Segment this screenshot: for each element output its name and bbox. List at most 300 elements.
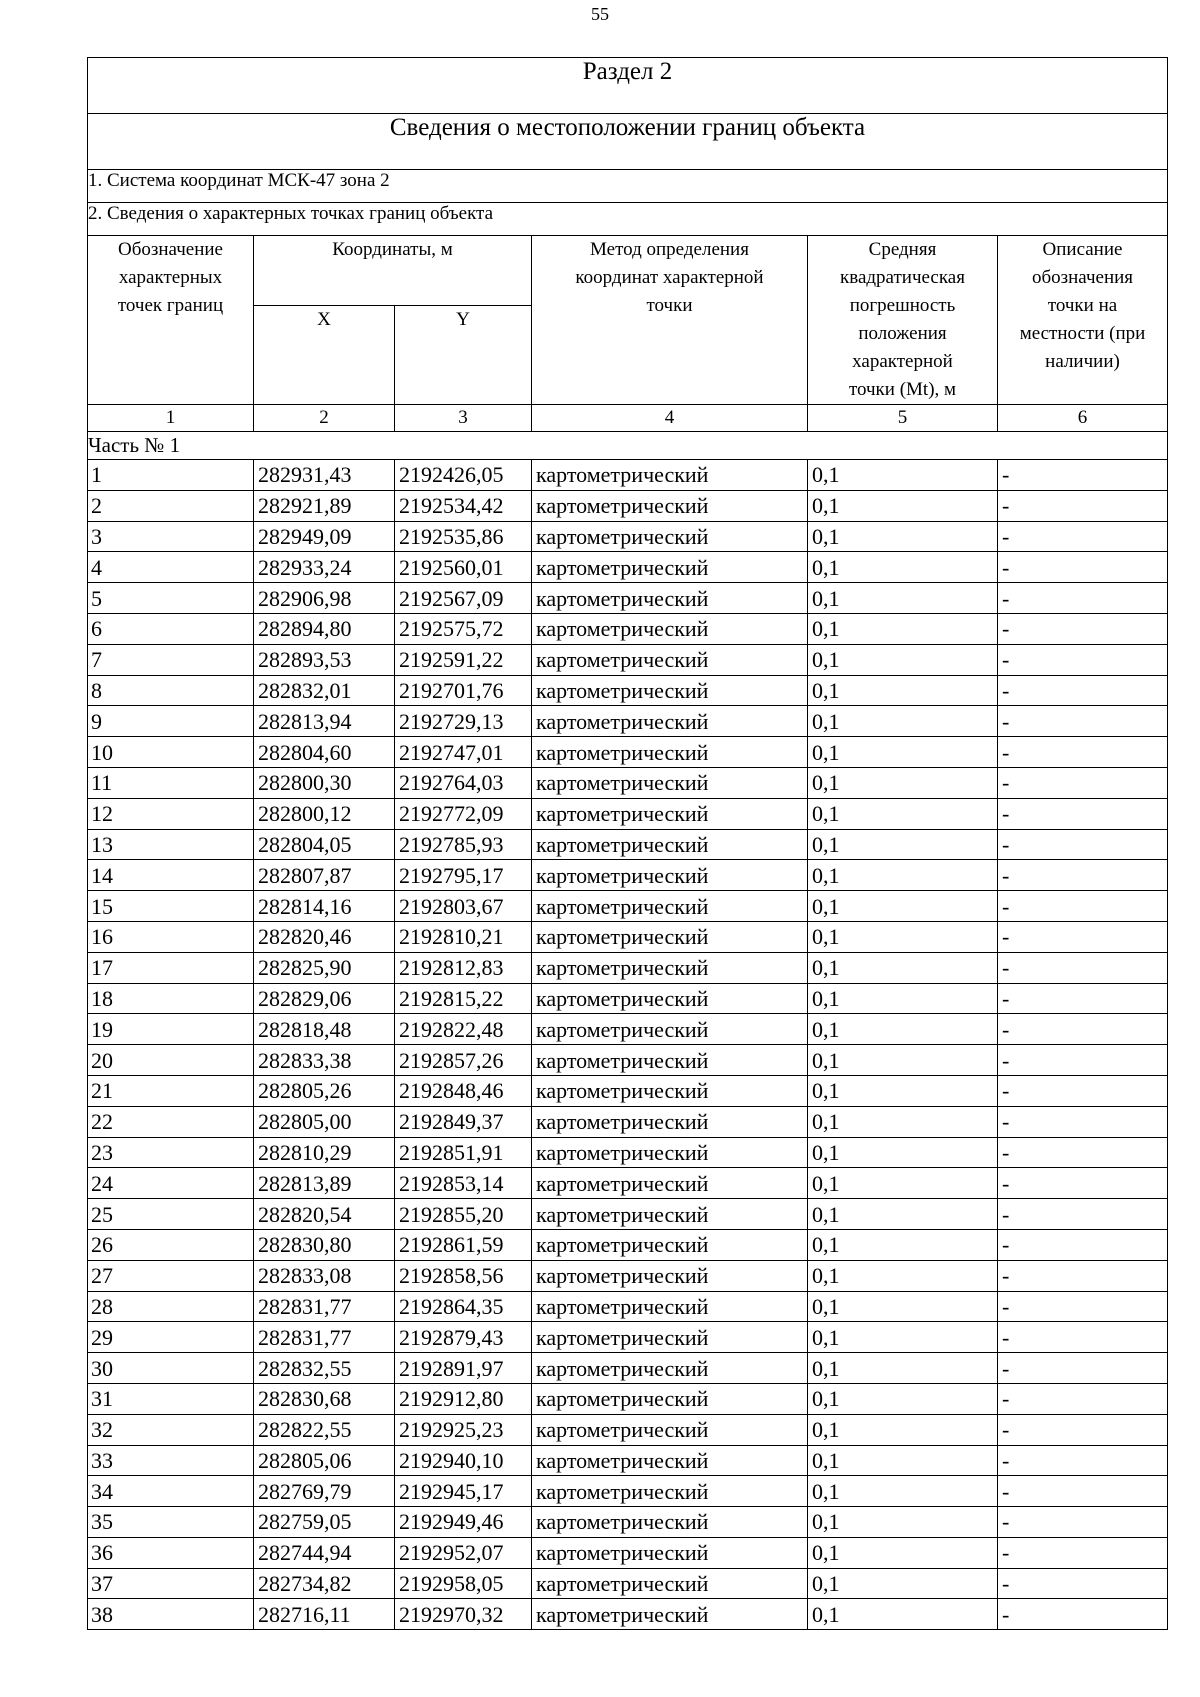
header-description-line: точки на <box>1047 295 1118 316</box>
description-cell: - <box>998 1014 1168 1045</box>
point-id: 19 <box>88 1014 254 1045</box>
coord-x: 282813,94 <box>254 706 395 737</box>
coord-x: 282830,80 <box>254 1229 395 1260</box>
point-id: 13 <box>88 829 254 860</box>
description-cell: - <box>998 1507 1168 1538</box>
coord-y: 2192426,05 <box>395 460 532 491</box>
method-cell: картометрический <box>532 829 808 860</box>
coord-x: 282716,11 <box>254 1599 395 1630</box>
description-cell: - <box>998 1414 1168 1445</box>
point-id: 29 <box>88 1322 254 1353</box>
coord-y: 2192591,22 <box>395 644 532 675</box>
table-row <box>88 1106 1168 1137</box>
method-cell: картометрический <box>532 583 808 614</box>
coord-y: 2192567,09 <box>395 583 532 614</box>
error-cell: 0,1 <box>808 1476 998 1507</box>
description-cell: - <box>998 1383 1168 1414</box>
error-cell: 0,1 <box>808 1507 998 1538</box>
coord-y: 2192575,72 <box>395 613 532 644</box>
coord-x: 282800,30 <box>254 767 395 798</box>
description-cell: - <box>998 675 1168 706</box>
header-error <box>808 236 998 405</box>
point-id: 8 <box>88 675 254 706</box>
table-row <box>88 706 1168 737</box>
coord-y: 2192535,86 <box>395 521 532 552</box>
error-cell: 0,1 <box>808 706 998 737</box>
table-row <box>88 1137 1168 1168</box>
header-error-line: положения <box>858 323 947 344</box>
description-cell: - <box>998 829 1168 860</box>
table-row <box>88 798 1168 829</box>
point-id: 20 <box>88 1045 254 1076</box>
coord-x: 282825,90 <box>254 952 395 983</box>
error-cell: 0,1 <box>808 1383 998 1414</box>
header-designation <box>88 236 254 405</box>
coord-x: 282744,94 <box>254 1537 395 1568</box>
coord-y: 2192925,23 <box>395 1414 532 1445</box>
method-cell: картометрический <box>532 460 808 491</box>
point-id: 33 <box>88 1445 254 1476</box>
point-id: 1 <box>88 460 254 491</box>
coord-x: 282893,53 <box>254 644 395 675</box>
coord-x: 282832,01 <box>254 675 395 706</box>
coord-y: 2192861,59 <box>395 1229 532 1260</box>
table-row <box>88 1445 1168 1476</box>
description-cell: - <box>998 1137 1168 1168</box>
header-method <box>532 236 808 405</box>
error-cell: 0,1 <box>808 1045 998 1076</box>
error-cell: 0,1 <box>808 921 998 952</box>
table-row <box>88 983 1168 1014</box>
point-id: 11 <box>88 767 254 798</box>
header-x: X <box>254 306 395 405</box>
coord-y: 2192849,37 <box>395 1106 532 1137</box>
error-cell: 0,1 <box>808 1137 998 1168</box>
error-cell: 0,1 <box>808 460 998 491</box>
header-method-line: Метод определения <box>590 239 749 260</box>
coord-x: 282804,05 <box>254 829 395 860</box>
error-cell: 0,1 <box>808 552 998 583</box>
point-id: 7 <box>88 644 254 675</box>
coord-y: 2192958,05 <box>395 1568 532 1599</box>
header-description-line: наличии) <box>1045 351 1120 372</box>
table-row <box>88 1353 1168 1384</box>
method-cell: картометрический <box>532 490 808 521</box>
coord-y: 2192879,43 <box>395 1322 532 1353</box>
table-row <box>88 952 1168 983</box>
coord-y: 2192891,97 <box>395 1353 532 1384</box>
error-cell: 0,1 <box>808 1168 998 1199</box>
description-cell: - <box>998 860 1168 891</box>
description-cell: - <box>998 613 1168 644</box>
coord-x: 282833,08 <box>254 1260 395 1291</box>
point-id: 10 <box>88 737 254 768</box>
method-cell: картометрический <box>532 1568 808 1599</box>
section-title: Раздел 2 <box>88 58 1168 114</box>
table-row <box>88 1014 1168 1045</box>
method-cell: картометрический <box>532 983 808 1014</box>
method-cell: картометрический <box>532 1045 808 1076</box>
point-id: 23 <box>88 1137 254 1168</box>
description-cell: - <box>998 921 1168 952</box>
error-cell: 0,1 <box>808 1260 998 1291</box>
point-id: 18 <box>88 983 254 1014</box>
header-description-line: обозначения <box>1031 267 1134 288</box>
table-row <box>88 1383 1168 1414</box>
point-id: 35 <box>88 1507 254 1538</box>
error-cell: 0,1 <box>808 1291 998 1322</box>
description-cell: - <box>998 798 1168 829</box>
point-id: 38 <box>88 1599 254 1630</box>
method-cell: картометрический <box>532 921 808 952</box>
description-cell: - <box>998 706 1168 737</box>
coord-x: 282833,38 <box>254 1045 395 1076</box>
description-cell: - <box>998 891 1168 922</box>
table-row <box>88 737 1168 768</box>
coord-y: 2192945,17 <box>395 1476 532 1507</box>
table-row <box>88 1537 1168 1568</box>
coord-y: 2192764,03 <box>395 767 532 798</box>
coord-y: 2192560,01 <box>395 552 532 583</box>
header-error-line: квадратическая <box>840 267 965 288</box>
coord-x: 282804,60 <box>254 737 395 768</box>
coord-y: 2192864,35 <box>395 1291 532 1322</box>
coord-x: 282894,80 <box>254 613 395 644</box>
description-cell: - <box>998 490 1168 521</box>
coord-y: 2192747,01 <box>395 737 532 768</box>
coord-x: 282830,68 <box>254 1383 395 1414</box>
method-cell: картометрический <box>532 1414 808 1445</box>
method-cell: картометрический <box>532 1014 808 1045</box>
header-description <box>998 236 1168 405</box>
coord-y: 2192812,83 <box>395 952 532 983</box>
error-cell: 0,1 <box>808 1445 998 1476</box>
coord-y: 2192912,80 <box>395 1383 532 1414</box>
method-cell: картометрический <box>532 1476 808 1507</box>
error-cell: 0,1 <box>808 983 998 1014</box>
error-cell: 0,1 <box>808 1353 998 1384</box>
description-cell: - <box>998 552 1168 583</box>
description-cell: - <box>998 1599 1168 1630</box>
table-row <box>88 1075 1168 1106</box>
error-cell: 0,1 <box>808 521 998 552</box>
description-cell: - <box>998 1537 1168 1568</box>
table-row <box>88 921 1168 952</box>
boundary-points-table <box>87 57 1168 1630</box>
description-cell: - <box>998 644 1168 675</box>
method-cell: картометрический <box>532 1075 808 1106</box>
table-row <box>88 490 1168 521</box>
description-cell: - <box>998 1322 1168 1353</box>
coord-y: 2192952,07 <box>395 1537 532 1568</box>
method-cell: картометрический <box>532 1199 808 1230</box>
coord-y: 2192729,13 <box>395 706 532 737</box>
error-cell: 0,1 <box>808 1414 998 1445</box>
error-cell: 0,1 <box>808 1199 998 1230</box>
coord-x: 282759,05 <box>254 1507 395 1538</box>
method-cell: картометрический <box>532 1353 808 1384</box>
coord-x: 282933,24 <box>254 552 395 583</box>
table-row <box>88 1568 1168 1599</box>
coord-y: 2192534,42 <box>395 490 532 521</box>
coord-x: 282805,00 <box>254 1106 395 1137</box>
error-cell: 0,1 <box>808 891 998 922</box>
point-id: 34 <box>88 1476 254 1507</box>
coord-x: 282831,77 <box>254 1322 395 1353</box>
method-cell: картометрический <box>532 952 808 983</box>
table-row <box>88 1229 1168 1260</box>
table-row <box>88 1045 1168 1076</box>
error-cell: 0,1 <box>808 1229 998 1260</box>
method-cell: картометрический <box>532 1291 808 1322</box>
coord-y: 2192785,93 <box>395 829 532 860</box>
coord-x: 282814,16 <box>254 891 395 922</box>
point-id: 31 <box>88 1383 254 1414</box>
point-id: 12 <box>88 798 254 829</box>
error-cell: 0,1 <box>808 829 998 860</box>
description-cell: - <box>998 1106 1168 1137</box>
error-cell: 0,1 <box>808 860 998 891</box>
table-row <box>88 1168 1168 1199</box>
coord-y: 2192855,20 <box>395 1199 532 1230</box>
table-row <box>88 644 1168 675</box>
point-id: 32 <box>88 1414 254 1445</box>
column-number: 6 <box>998 405 1168 432</box>
method-cell: картометрический <box>532 1106 808 1137</box>
coord-y: 2192701,76 <box>395 675 532 706</box>
coord-x: 282805,26 <box>254 1075 395 1106</box>
description-cell: - <box>998 1445 1168 1476</box>
point-id: 28 <box>88 1291 254 1322</box>
table-subtitle: Сведения о местоположении границ объекта <box>88 114 1168 170</box>
description-cell: - <box>998 460 1168 491</box>
coord-y: 2192795,17 <box>395 860 532 891</box>
description-cell: - <box>998 1199 1168 1230</box>
column-number: 4 <box>532 405 808 432</box>
description-cell: - <box>998 1045 1168 1076</box>
point-id: 22 <box>88 1106 254 1137</box>
coord-x: 282734,82 <box>254 1568 395 1599</box>
method-cell: картометрический <box>532 767 808 798</box>
method-cell: картометрический <box>532 1445 808 1476</box>
coord-x: 282800,12 <box>254 798 395 829</box>
points-heading: 2. Сведения о характерных точках границ объекта <box>88 203 1168 236</box>
coord-y: 2192848,46 <box>395 1075 532 1106</box>
description-cell: - <box>998 767 1168 798</box>
coord-y: 2192772,09 <box>395 798 532 829</box>
description-cell: - <box>998 1229 1168 1260</box>
table-row <box>88 583 1168 614</box>
coord-x: 282813,89 <box>254 1168 395 1199</box>
description-cell: - <box>998 983 1168 1014</box>
method-cell: картометрический <box>532 737 808 768</box>
header-error-line: Средняя <box>868 239 937 260</box>
method-cell: картометрический <box>532 1537 808 1568</box>
coord-x: 282931,43 <box>254 460 395 491</box>
header-method-line: координат характерной <box>575 267 764 288</box>
table-row <box>88 613 1168 644</box>
method-cell: картометрический <box>532 1260 808 1291</box>
coord-y: 2192858,56 <box>395 1260 532 1291</box>
header-error-line: характерной <box>852 351 953 372</box>
point-id: 37 <box>88 1568 254 1599</box>
header-error-line: погрешность <box>849 295 956 316</box>
header-y: Y <box>395 306 532 405</box>
error-cell: 0,1 <box>808 644 998 675</box>
description-cell: - <box>998 521 1168 552</box>
page-number: 55 <box>591 4 609 24</box>
coord-x: 282810,29 <box>254 1137 395 1168</box>
error-cell: 0,1 <box>808 1106 998 1137</box>
error-cell: 0,1 <box>808 490 998 521</box>
header-description-line: Описание <box>1042 239 1123 260</box>
error-cell: 0,1 <box>808 798 998 829</box>
point-id: 14 <box>88 860 254 891</box>
coord-x: 282820,54 <box>254 1199 395 1230</box>
coord-x: 282822,55 <box>254 1414 395 1445</box>
error-cell: 0,1 <box>808 1568 998 1599</box>
point-id: 17 <box>88 952 254 983</box>
header-error-line: точки (Mt), м <box>848 379 957 400</box>
method-cell: картометрический <box>532 1229 808 1260</box>
part-label: Часть № 1 <box>88 432 1168 460</box>
coord-x: 282829,06 <box>254 983 395 1014</box>
coord-y: 2192853,14 <box>395 1168 532 1199</box>
coord-y: 2192970,32 <box>395 1599 532 1630</box>
error-cell: 0,1 <box>808 952 998 983</box>
table-row <box>88 860 1168 891</box>
point-id: 15 <box>88 891 254 922</box>
column-number: 1 <box>88 405 254 432</box>
method-cell: картометрический <box>532 521 808 552</box>
point-id: 30 <box>88 1353 254 1384</box>
table-row <box>88 1414 1168 1445</box>
point-id: 5 <box>88 583 254 614</box>
header-description-line: местности (при <box>1019 323 1146 344</box>
coord-x: 282805,06 <box>254 1445 395 1476</box>
table-row <box>88 829 1168 860</box>
coord-x: 282820,46 <box>254 921 395 952</box>
coord-x: 282832,55 <box>254 1353 395 1384</box>
point-id: 2 <box>88 490 254 521</box>
header-designation-line: Обозначение <box>118 239 223 260</box>
description-cell: - <box>998 737 1168 768</box>
description-cell: - <box>998 1168 1168 1199</box>
error-cell: 0,1 <box>808 1599 998 1630</box>
point-id: 36 <box>88 1537 254 1568</box>
column-number: 3 <box>395 405 532 432</box>
header-designation-line: характерных <box>118 267 223 288</box>
table-row <box>88 521 1168 552</box>
column-number: 5 <box>808 405 998 432</box>
method-cell: картометрический <box>532 644 808 675</box>
method-cell: картометрический <box>532 1599 808 1630</box>
coord-y: 2192803,67 <box>395 891 532 922</box>
coord-x: 282807,87 <box>254 860 395 891</box>
description-cell: - <box>998 1260 1168 1291</box>
table-row <box>88 460 1168 491</box>
table-row <box>88 1260 1168 1291</box>
method-cell: картометрический <box>532 613 808 644</box>
table-row <box>88 1322 1168 1353</box>
method-cell: картометрический <box>532 891 808 922</box>
table-row <box>88 1599 1168 1630</box>
coord-y: 2192940,10 <box>395 1445 532 1476</box>
point-id: 25 <box>88 1199 254 1230</box>
description-cell: - <box>998 583 1168 614</box>
header-method-line: точки <box>646 295 693 316</box>
method-cell: картометрический <box>532 552 808 583</box>
table-row <box>88 891 1168 922</box>
coord-x: 282921,89 <box>254 490 395 521</box>
table-row <box>88 1199 1168 1230</box>
description-cell: - <box>998 952 1168 983</box>
point-id: 26 <box>88 1229 254 1260</box>
method-cell: картометрический <box>532 706 808 737</box>
table-row <box>88 552 1168 583</box>
method-cell: картометрический <box>532 860 808 891</box>
coord-x: 282769,79 <box>254 1476 395 1507</box>
coord-x: 282906,98 <box>254 583 395 614</box>
coord-x: 282949,09 <box>254 521 395 552</box>
column-number: 2 <box>254 405 395 432</box>
description-cell: - <box>998 1568 1168 1599</box>
point-id: 6 <box>88 613 254 644</box>
description-cell: - <box>998 1353 1168 1384</box>
table-row <box>88 1507 1168 1538</box>
error-cell: 0,1 <box>808 1537 998 1568</box>
coord-y: 2192810,21 <box>395 921 532 952</box>
point-id: 21 <box>88 1075 254 1106</box>
point-id: 3 <box>88 521 254 552</box>
coord-x: 282818,48 <box>254 1014 395 1045</box>
coordinate-system: 1. Система координат МСК-47 зона 2 <box>88 170 1168 203</box>
point-id: 16 <box>88 921 254 952</box>
coord-y: 2192949,46 <box>395 1507 532 1538</box>
error-cell: 0,1 <box>808 675 998 706</box>
error-cell: 0,1 <box>808 613 998 644</box>
error-cell: 0,1 <box>808 737 998 768</box>
coord-x: 282831,77 <box>254 1291 395 1322</box>
method-cell: картометрический <box>532 1168 808 1199</box>
coord-y: 2192815,22 <box>395 983 532 1014</box>
method-cell: картометрический <box>532 798 808 829</box>
table-row <box>88 675 1168 706</box>
table-row <box>88 1476 1168 1507</box>
point-id: 27 <box>88 1260 254 1291</box>
error-cell: 0,1 <box>808 1075 998 1106</box>
header-designation-line: точек границ <box>117 295 224 316</box>
method-cell: картометрический <box>532 1137 808 1168</box>
error-cell: 0,1 <box>808 767 998 798</box>
table-row <box>88 1291 1168 1322</box>
header-coordinates: Координаты, м <box>254 236 532 306</box>
point-id: 9 <box>88 706 254 737</box>
description-cell: - <box>998 1476 1168 1507</box>
coord-y: 2192822,48 <box>395 1014 532 1045</box>
point-id: 4 <box>88 552 254 583</box>
description-cell: - <box>998 1291 1168 1322</box>
error-cell: 0,1 <box>808 1014 998 1045</box>
method-cell: картометрический <box>532 675 808 706</box>
method-cell: картометрический <box>532 1322 808 1353</box>
coord-y: 2192857,26 <box>395 1045 532 1076</box>
error-cell: 0,1 <box>808 1322 998 1353</box>
table-row <box>88 767 1168 798</box>
method-cell: картометрический <box>532 1383 808 1414</box>
coord-y: 2192851,91 <box>395 1137 532 1168</box>
description-cell: - <box>998 1075 1168 1106</box>
